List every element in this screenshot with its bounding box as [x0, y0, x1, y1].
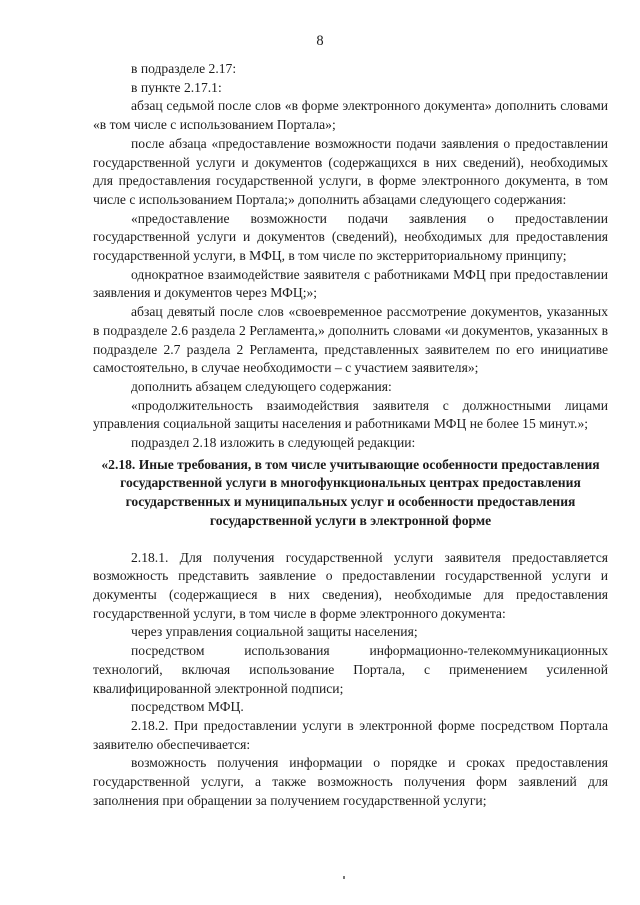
page-number: 8 [316, 33, 324, 49]
paragraph: посредством использования информационно-телекоммуникационных технологий, включая использование Портала, с применением усиленной квалифицированной электронной подписи; [93, 643, 608, 696]
paragraph: через управления социальной защиты населения; [131, 624, 418, 640]
paragraph: 2.18.2. При предоставлении услуги в электронной форме посредством Портала заявителю обеспечивается: [93, 717, 608, 752]
paragraph: в пункте 2.17.1: [131, 79, 222, 95]
paragraph: возможность получения информации о порядке и сроках предоставления государственной услуги, а также возможность получения форм заявлений для заполнения при обращении за получением государственной услуги; [93, 755, 608, 808]
paragraph: однократное взаимодействие заявителя с работниками МФЦ при предоставлении заявления и документов через МФЦ;»; [93, 266, 608, 301]
document-body [93, 60, 608, 810]
paragraph: абзац девятый после слов «своевременное рассмотрение документов, указанных в подразделе 2.6 раздела 2 Регламента,» дополнить словами «и документов, указанных в подразделе 2.7 раздела 2 Регламента, представленных заявителем по его инициативе самостоятельно, в случае необходимости – с участием заявителя»; [93, 304, 608, 376]
scan-speck [343, 876, 345, 879]
paragraph: после абзаца «предоставление возможности подачи заявления о предоставлении государственной услуги и документов (содержащихся в них сведений), необходимых для предоставления государственной услуги, в форме электронного документа, в том числе с использованием Портала;» дополнить абзацами следующего содержания: [93, 135, 608, 207]
paragraph: дополнить абзацем следующего содержания: [131, 378, 392, 394]
paragraph: посредством МФЦ. [131, 699, 244, 715]
paragraph: подраздел 2.18 изложить в следующей редакции: [131, 435, 416, 451]
paragraph: 2.18.1. Для получения государственной услуги заявителя предоставляется возможность представить заявление о предоставлении государственной услуги и документы (содержащиеся в них сведения), необходимые для предоставления государственной услуги, в том числе в форме электронного документа: [93, 549, 608, 621]
paragraph: в подразделе 2.17: [131, 61, 237, 76]
paragraph: «продолжительность взаимодействия заявителя с должностными лицами управления социальной защиты населения и работниками МФЦ не более 15 минут.»; [93, 397, 608, 432]
paragraph: абзац седьмой после слов «в форме электронного документа» дополнить словами «в том числе с использованием Портала»; [93, 98, 608, 133]
section-heading: «2.18. Иные требования, в том числе учитывающие особенности предоставления государственной услуги в многофункциональных центрах предоставления государственных и муниципальных услуг и особенности предоставления государственной услуги в электронной форме [101, 456, 600, 528]
paragraph: «предоставление возможности подачи заявления о предоставлении государственной услуги и документов (сведений), необходимых для предоставления государственной услуги, в МФЦ, в том числе по экстерриториальному принципу; [93, 210, 608, 264]
